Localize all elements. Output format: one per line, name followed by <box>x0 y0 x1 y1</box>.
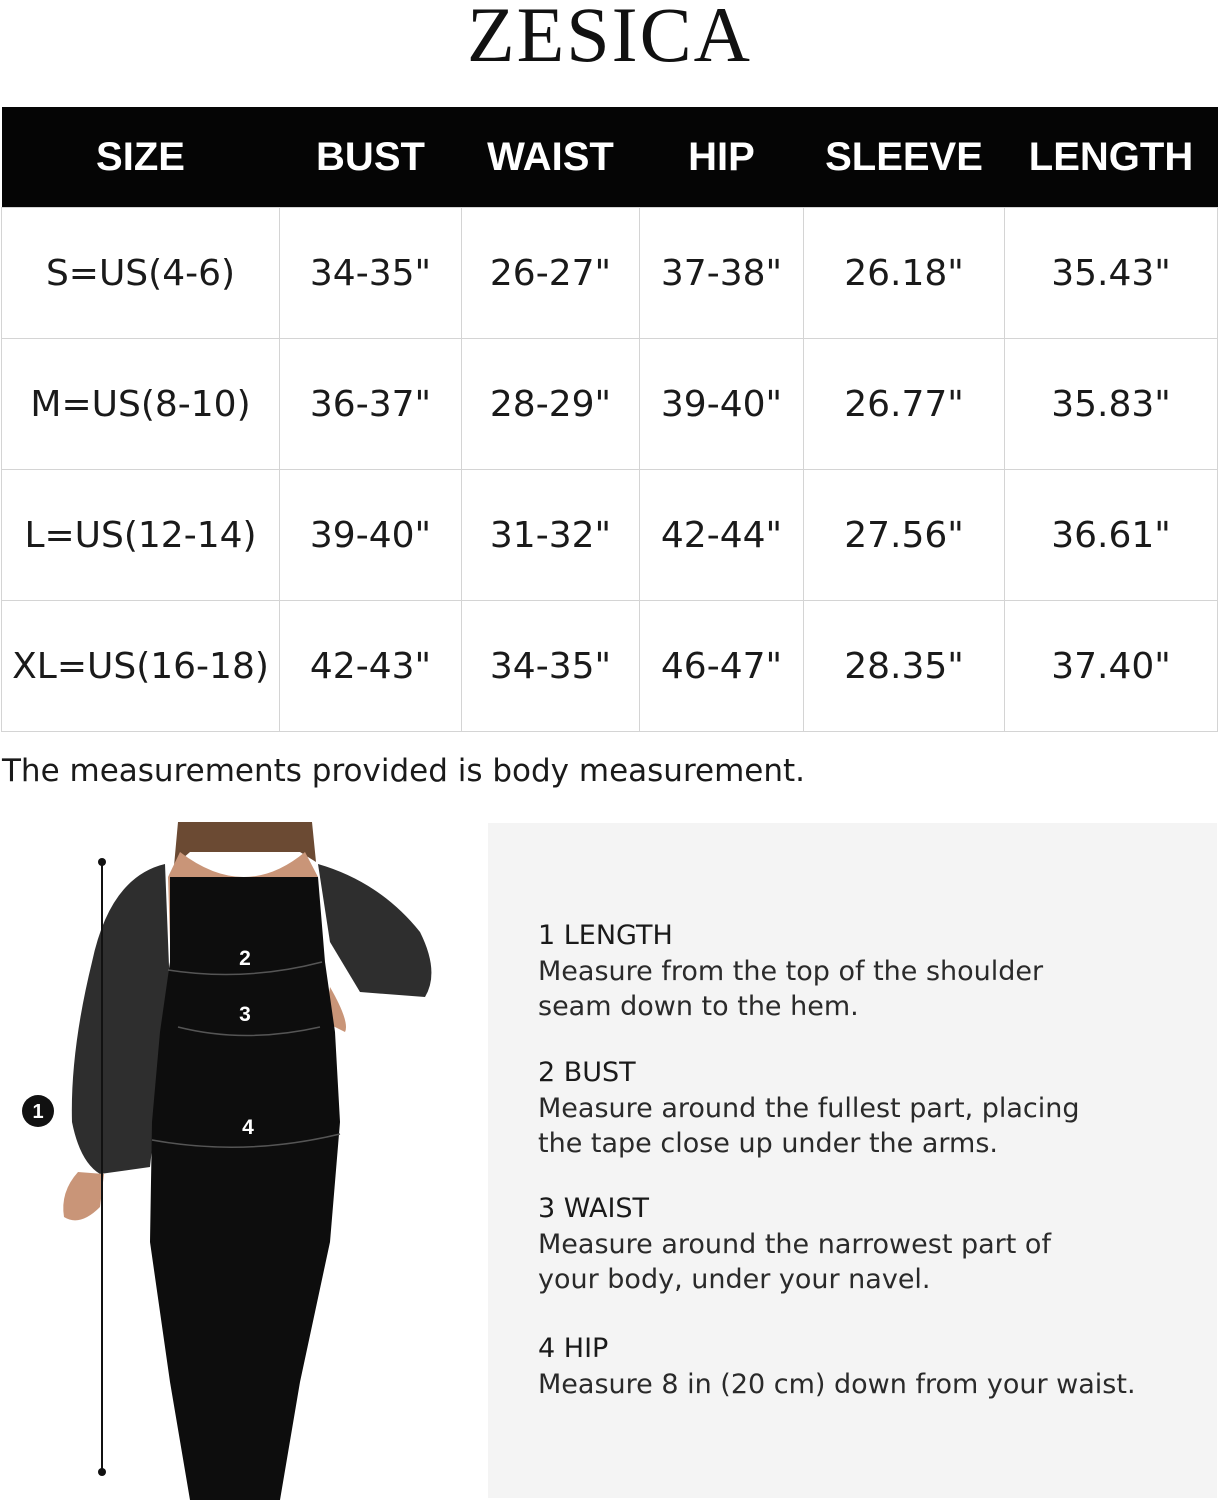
guide-title: 2 BUST <box>538 1057 636 1088</box>
cell-bust: 42-43" <box>280 601 462 732</box>
marker-1-label: 1 <box>32 1101 44 1123</box>
header-size: SIZE <box>2 107 280 208</box>
model-measurement-figure <box>0 822 488 1500</box>
table-header-row <box>2 107 1218 208</box>
cell-sleeve: 26.18" <box>804 208 1005 339</box>
measurement-guide-panel <box>488 823 1217 1498</box>
table-row <box>2 601 1218 732</box>
guide-title: 4 HIP <box>538 1333 609 1364</box>
cell-hip: 37-38" <box>640 208 804 339</box>
guide-description: Measure around the narrowest part of your body, under your navel. <box>538 1229 1051 1295</box>
guide-item-waist <box>538 1191 1198 1297</box>
model-illustration <box>0 822 488 1500</box>
guide-title: 3 WAIST <box>538 1193 650 1224</box>
cell-sleeve: 26.77" <box>804 339 1005 470</box>
cell-size: XL=US(16-18) <box>2 601 280 732</box>
guide-item-length <box>538 918 1198 1024</box>
cell-length: 35.43" <box>1005 208 1218 339</box>
cell-size: S=US(4-6) <box>2 208 280 339</box>
marker-2-label: 2 <box>239 947 251 970</box>
right-sleeve-shape <box>318 864 431 997</box>
header-sleeve: SLEEVE <box>804 107 1005 208</box>
brand-logo: ZESICA <box>467 0 752 78</box>
guide-description: Measure 8 in (20 cm) down from your waist. <box>538 1369 1136 1400</box>
hair-shape <box>174 822 316 866</box>
cell-waist: 31-32" <box>462 470 640 601</box>
left-hand-shape <box>63 1172 104 1220</box>
cell-size: M=US(8-10) <box>2 339 280 470</box>
size-chart-table <box>1 107 1218 732</box>
header-hip: HIP <box>640 107 804 208</box>
cell-length: 36.61" <box>1005 470 1218 601</box>
length-line-bottom-dot <box>98 1468 106 1476</box>
cell-size: L=US(12-14) <box>2 470 280 601</box>
marker-4-label: 4 <box>242 1116 254 1139</box>
cell-hip: 39-40" <box>640 339 804 470</box>
guide-description: Measure from the top of the shoulder seam down to the hem. <box>538 956 1044 1022</box>
table-row <box>2 339 1218 470</box>
cell-bust: 39-40" <box>280 470 462 601</box>
marker-3-label: 3 <box>239 1003 251 1026</box>
cell-waist: 34-35" <box>462 601 640 732</box>
header-bust: BUST <box>280 107 462 208</box>
header-length: LENGTH <box>1005 107 1218 208</box>
length-line-top-dot <box>98 858 106 866</box>
measurement-note: The measurements provided is body measurement. <box>2 753 806 789</box>
cell-bust: 34-35" <box>280 208 462 339</box>
cell-sleeve: 28.35" <box>804 601 1005 732</box>
guide-item-bust <box>538 1055 1198 1161</box>
cell-length: 35.83" <box>1005 339 1218 470</box>
cell-waist: 26-27" <box>462 208 640 339</box>
guide-title: 1 LENGTH <box>538 920 673 951</box>
table-row <box>2 470 1218 601</box>
cell-waist: 28-29" <box>462 339 640 470</box>
guide-description: Measure around the fullest part, placing the tape close up under the arms. <box>538 1093 1080 1159</box>
cell-sleeve: 27.56" <box>804 470 1005 601</box>
cell-hip: 46-47" <box>640 601 804 732</box>
cell-bust: 36-37" <box>280 339 462 470</box>
table-row <box>2 208 1218 339</box>
header-waist: WAIST <box>462 107 640 208</box>
cell-length: 37.40" <box>1005 601 1218 732</box>
guide-item-hip <box>538 1331 1198 1402</box>
dress-shape <box>150 877 340 1500</box>
cell-hip: 42-44" <box>640 470 804 601</box>
